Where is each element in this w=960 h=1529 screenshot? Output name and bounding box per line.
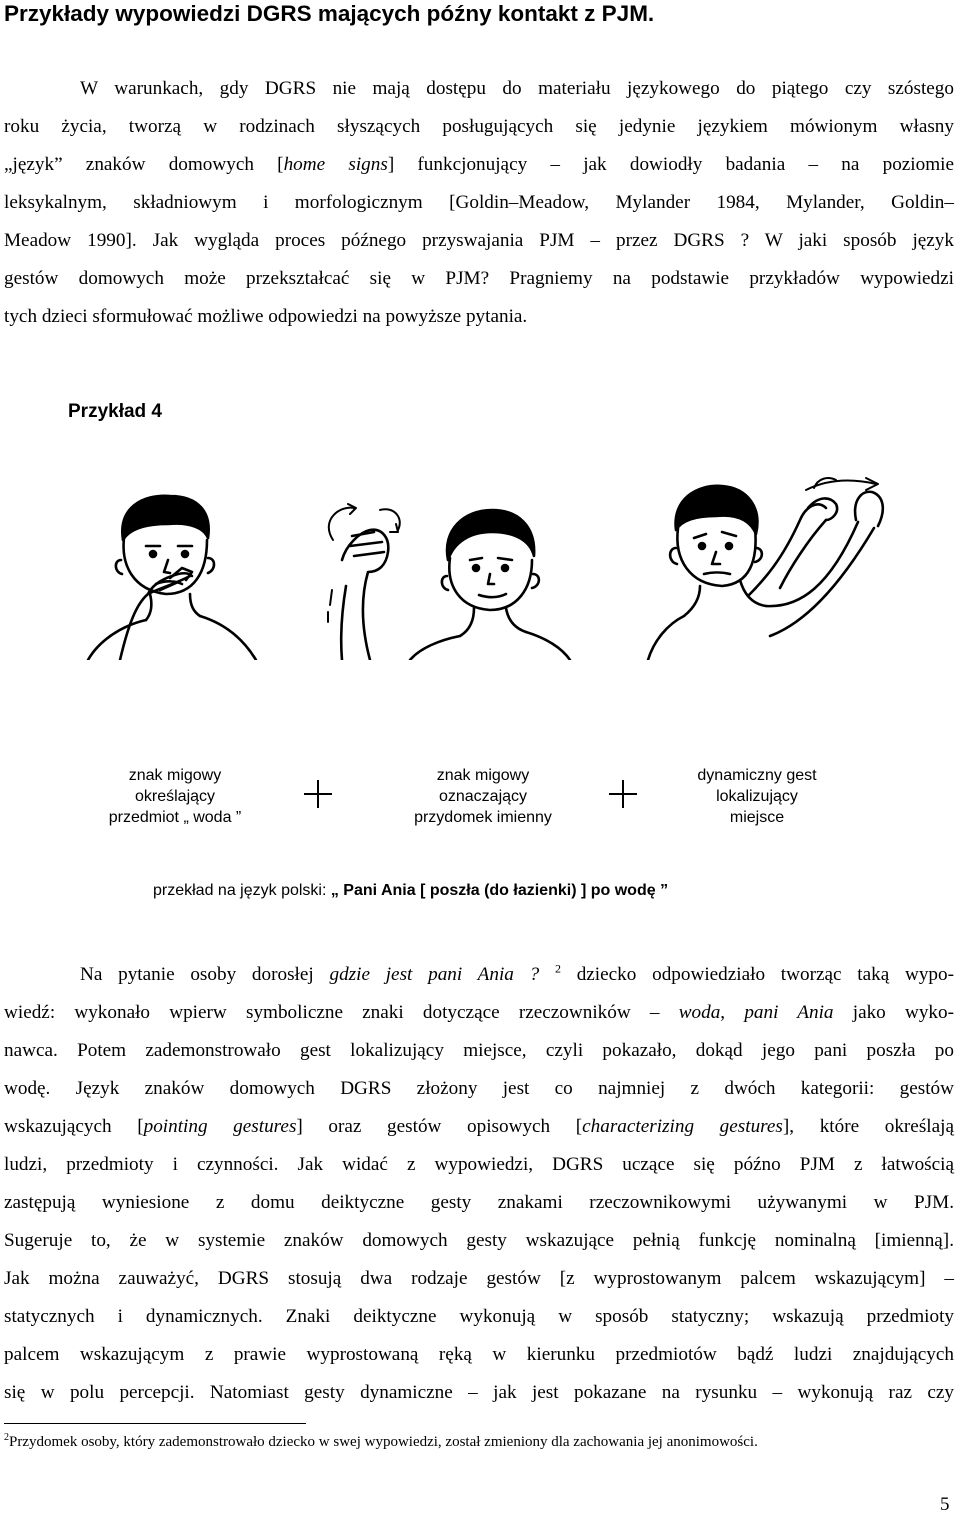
body-line: nawca. Potem zademonstrowało gest lokalizujący miejsce, czyli pokazało, dokąd jego pani poszła po xyxy=(4,1040,954,1061)
footnote-rule xyxy=(4,1423,306,1424)
body-line: Jak można zauważyć, DGRS stosują dwa rodzaje gestów [z wyprostowanym palcem wskazującym] – xyxy=(4,1268,954,1289)
body-line: wiedź: wykonało wpierw symboliczne znaki dotyczące rzeczowników – woda, pani Ania jako wyko- xyxy=(4,1002,955,1023)
intro-line: gestów domowych może przekształcać się w PJM? Pragniemy na podstawie przykładów wypowiedzi xyxy=(4,268,954,289)
body-line: wodę. Język znaków domowych DGRS złożony jest co najmniej z dwóch kategorii: gestów xyxy=(4,1078,954,1099)
body-line: wskazujących [pointing gestures] oraz gestów opisowych [characterizing gestures], które określają xyxy=(4,1116,954,1137)
footnote-ref: 2 xyxy=(554,961,561,976)
page-number: 5 xyxy=(940,1494,950,1515)
plus-sign xyxy=(609,780,637,808)
body-line: Na pytanie osoby dorosłej gdzie jest pani Ania ? $^2$ dziecko odpowiedziało tworząc taką wypo- xyxy=(80,961,954,985)
body-paragraph xyxy=(4,956,954,1412)
italic-term: home signs xyxy=(283,154,388,175)
footnote xyxy=(4,1432,758,1451)
body-line: się w polu percepcji. Natomiast gesty dynamiczne – jak jest pokazane na rysunku – wykonują raz czy xyxy=(4,1382,954,1403)
intro-paragraph xyxy=(4,70,954,336)
sign-illustration xyxy=(0,460,960,660)
intro-line: „język” znaków domowych [home signs] funkcjonujący – jak dowiodły badania – na poziomie xyxy=(4,154,954,175)
intro-line: leksykalnym, składniowym i morfologicznym [Goldin–Meadow, Mylander 1984, Mylander, Goldin– xyxy=(4,192,954,213)
page-heading: Przykłady wypowiedzi DGRS mających późny kontakt z PJM. xyxy=(4,1,655,26)
body-line: statycznych i dynamicznych. Znaki deiktyczne wykonują w sposób statyczny; wskazują przedmioty xyxy=(4,1306,954,1327)
footnote-text: Przydomek osoby, który zademonstrowało dziecko w swej wypowiedzi, został zmieniony dla zachowania jej anonimowości. xyxy=(9,1434,758,1450)
intro-line: W warunkach, gdy DGRS nie mają dostępu do materiału językowego do piątego czy szóstego xyxy=(80,78,954,99)
signer-figure-1 xyxy=(88,496,256,660)
caption-sign-2: znak migowy oznaczający przydomek imienny xyxy=(414,767,552,826)
intro-line: tych dzieci sformułować możliwe odpowiedzi na powyższe pytania. xyxy=(4,306,528,327)
intro-line: Meadow 1990]. Jak wygląda proces późnego przyswajania PJM – przez DGRS ? W jaki sposób język xyxy=(4,230,954,251)
body-line: ludzi, przedmioty i czynności. Jak widać z wypowiedzi, DGRS uczące się późno PJM z łatwością xyxy=(4,1154,954,1175)
signer-figure-2 xyxy=(328,504,570,660)
signer-figure-3 xyxy=(648,478,883,660)
body-line: palcem wskazującym z prawie wyprostowaną ręką w kierunku przedmiotów bądź ludzi znajdujących xyxy=(4,1344,954,1365)
body-line: Sugeruje to, że w systemie znaków domowych gesty wskazujące pełnią funkcję nominalną [imienną]. xyxy=(4,1230,954,1251)
caption-sign-3: dynamiczny gest lokalizujący miejsce xyxy=(697,767,817,826)
intro-line: roku życia, tworzą w rodzinach słyszących posługujących się jedynie językiem mówionym własny xyxy=(4,116,954,137)
caption-sign-1: znak migowy określający przedmiot „ woda ” xyxy=(108,767,242,826)
footnote-marker: 2 xyxy=(4,1432,9,1443)
figure-label: Przykład 4 xyxy=(68,401,162,422)
figure-translation: przekład na język polski: „ Pani Ania [ poszła (do łazienki) ] po wodę ” xyxy=(153,882,669,899)
body-line: zastępują wyniesione z domu deiktyczne gesty znakami rzeczownikowymi używanymi w PJM. xyxy=(4,1192,954,1213)
plus-sign xyxy=(304,780,332,808)
